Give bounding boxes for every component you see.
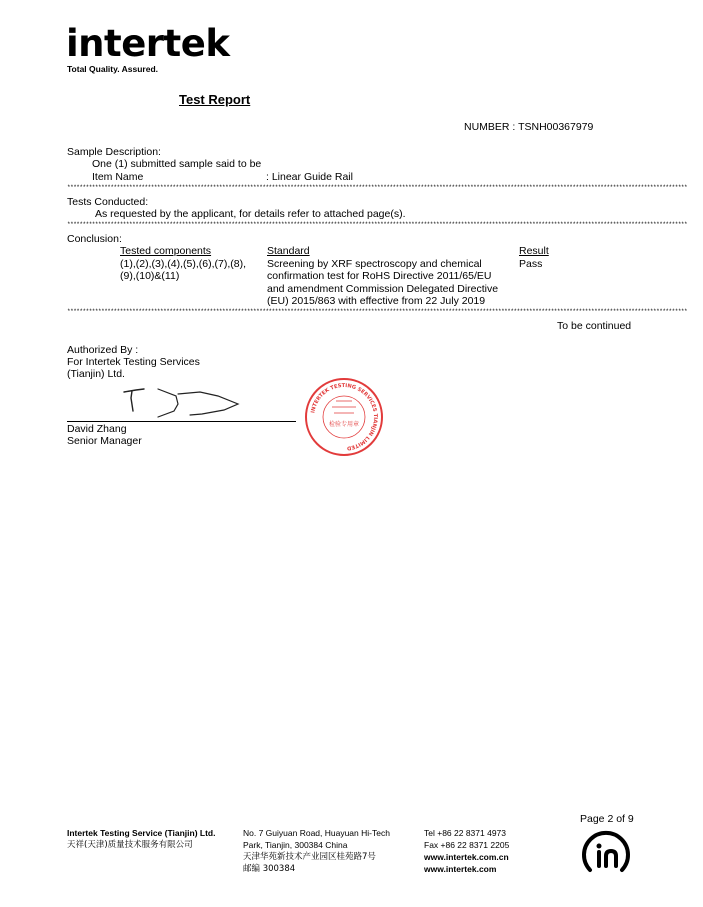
page-number: Page 2 of 9 <box>580 813 634 825</box>
page-title: Test Report <box>179 92 251 107</box>
signature <box>118 384 248 420</box>
footer-address-cn-2: 邮编 300384 <box>243 864 296 874</box>
standard-line-3: and amendment Commission Delegated Directive <box>267 283 499 295</box>
col-standard: Standard <box>267 245 310 257</box>
intertek-logo: intertek <box>66 22 230 65</box>
signer-role: Senior Manager <box>67 435 142 447</box>
sample-line: One (1) submitted sample said to be <box>92 158 262 170</box>
footer-fax: Fax +86 22 8371 2205 <box>424 840 510 850</box>
authorized-line-2: For Intertek Testing Services <box>67 356 200 368</box>
footer-tel: Tel +86 22 8371 4973 <box>424 828 507 838</box>
conclusion-heading: Conclusion: <box>67 233 122 245</box>
standard-line-4: (EU) 2015/863 with effective from 22 July 2019 <box>267 295 486 307</box>
stamp-center-text: 检验专用章 <box>328 421 360 428</box>
sample-heading: Sample Description: <box>67 146 161 158</box>
footer-web[interactable]: www.intertek.com <box>424 864 497 874</box>
stamp-outer-text: INTERTEK TESTING SERVICES TIANJIN LIMITED <box>310 382 379 451</box>
footer-address-cn-1: 天津华苑新技术产业园区桂苑路7号 <box>243 852 376 862</box>
footer-company: Intertek Testing Service (Tianjin) Ltd. <box>67 828 216 838</box>
separator-2: ******************************************************************************************************************************************************************************************************** <box>67 221 688 228</box>
col-tested-components: Tested components <box>120 245 212 257</box>
standard-line-2: confirmation test for RoHS Directive 2011/65/EU <box>267 270 492 282</box>
continued-note: To be continued <box>557 320 632 332</box>
intertek-emblem-icon <box>578 826 634 882</box>
report-number: NUMBER : TSNH00367979 <box>464 121 594 133</box>
signature-line <box>67 421 296 422</box>
authorized-line-3: (Tianjin) Ltd. <box>67 368 125 380</box>
signer-name: David Zhang <box>67 423 127 435</box>
col-result: Result <box>519 245 549 257</box>
standard-line-1: Screening by XRF spectroscopy and chemical <box>267 258 482 270</box>
footer-web-cn[interactable]: www.intertek.com.cn <box>424 852 509 862</box>
item-name-value: : Linear Guide Rail <box>266 171 353 183</box>
separator-1: ******************************************************************************************************************************************************************************************************** <box>67 184 688 191</box>
tests-line: As requested by the applicant, for details refer to attached page(s). <box>95 208 406 220</box>
authorized-line-1: Authorized By : <box>67 344 139 356</box>
components-line-1: (1),(2),(3),(4),(5),(6),(7),(8), <box>120 258 246 270</box>
item-name-label: Item Name <box>92 171 144 183</box>
footer-company-cn: 天祥(天津)质量技术服务有限公司 <box>67 840 193 850</box>
result-value: Pass <box>519 258 543 270</box>
separator-3: ******************************************************************************************************************************************************************************************************** <box>67 308 688 315</box>
components-line-2: (9),(10)&(11) <box>120 270 180 282</box>
footer-address-1: No. 7 Guiyuan Road, Huayuan Hi-Tech <box>243 828 390 838</box>
tests-heading: Tests Conducted: <box>67 196 149 208</box>
logo-tagline: Total Quality. Assured. <box>67 64 158 74</box>
company-stamp <box>304 377 384 457</box>
footer-address-2: Park, Tianjin, 300384 China <box>243 840 348 850</box>
